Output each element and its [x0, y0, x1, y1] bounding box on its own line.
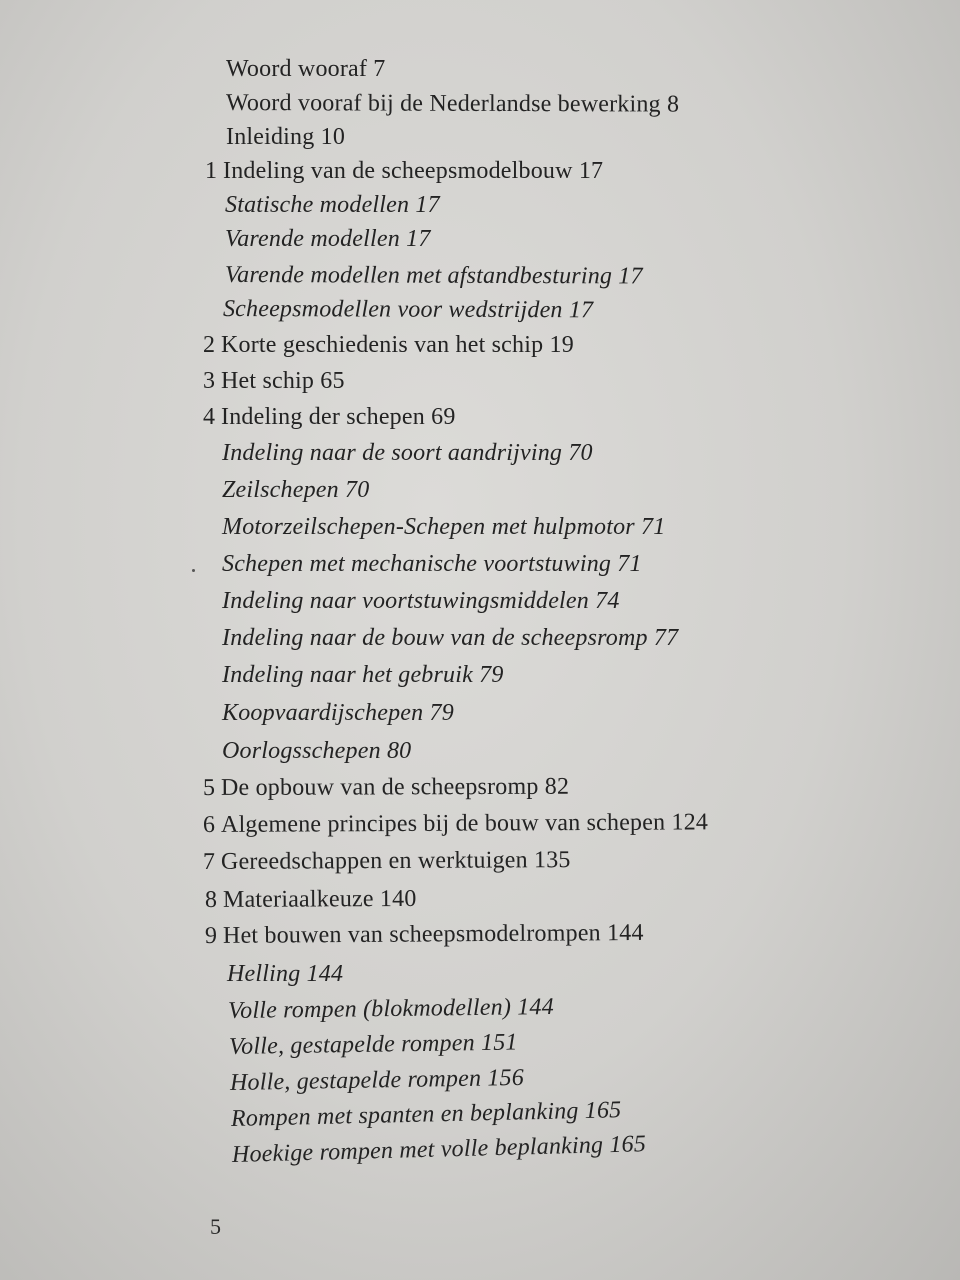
- entry-text: Indeling der schepen 69: [221, 404, 456, 430]
- entry-text: Indeling van de scheepsmodelbouw 17: [223, 158, 604, 184]
- entry-text: Indeling naar het gebruik 79: [222, 662, 504, 688]
- toc-entry: [223, 295, 593, 324]
- toc-chapter: [205, 919, 644, 950]
- toc-entry: [225, 225, 431, 253]
- chapter-number: 1: [205, 158, 218, 184]
- entry-text: Scheepsmodellen voor wedstrijden 17: [222, 296, 594, 324]
- toc-entry: [232, 1130, 647, 1169]
- ink-speck: [192, 569, 195, 572]
- entry-text: Koopvaardijschepen 79: [222, 700, 454, 726]
- entry-text: Inleiding 10: [226, 124, 346, 150]
- toc-chapter: [203, 773, 569, 802]
- entry-text: Materiaalkeuze 140: [222, 885, 417, 913]
- chapter-number: 7: [202, 848, 216, 875]
- chapter-number: 6: [202, 811, 216, 838]
- chapter-number: 8: [204, 886, 218, 913]
- entry-text: Zeilschepen 70: [222, 477, 370, 503]
- toc-entry: [222, 624, 678, 652]
- toc-chapter: [205, 157, 603, 185]
- toc-chapter: [203, 808, 708, 839]
- toc-entry: [222, 513, 665, 541]
- toc-chapter: [203, 331, 574, 359]
- toc-entry: [227, 960, 343, 988]
- page-number: 5: [210, 1214, 221, 1239]
- chapter-number: 9: [204, 922, 218, 949]
- toc-chapter: [203, 403, 456, 431]
- toc-chapter: [205, 885, 417, 914]
- toc-entry: [225, 261, 643, 290]
- toc-entry: [225, 191, 440, 219]
- toc-entry: [222, 439, 593, 467]
- entry-text: Rompen met spanten en beplanking 165: [230, 1097, 622, 1132]
- toc-entry: [226, 89, 679, 119]
- toc-entry: [228, 993, 554, 1025]
- toc-entry: [230, 1064, 524, 1097]
- entry-text: Gereedschappen en werktuigen 135: [220, 847, 571, 875]
- entry-text: Schepen met mechanische voortstuwing 71: [222, 551, 642, 577]
- entry-text: Woord wooraf 7: [226, 56, 386, 82]
- entry-text: Varende modellen 17: [225, 226, 431, 252]
- entry-text: Motorzeilschepen-Schepen met hulpmotor 71: [222, 514, 666, 540]
- entry-text: Volle, gestapelde rompen 151: [228, 1029, 518, 1060]
- toc-entry: [222, 587, 620, 615]
- entry-text: Hoekige rompen met volle beplanking 165: [231, 1131, 647, 1168]
- toc-entry: [222, 661, 504, 689]
- entry-text: Holle, gestapelde rompen 156: [229, 1064, 525, 1096]
- toc-entry: [229, 1028, 518, 1061]
- entry-text: De opbouw van de scheepsromp 82: [220, 773, 570, 801]
- entry-text: Korte geschiedenis van het schip 19: [221, 332, 574, 358]
- entry-text: Het schip 65: [221, 368, 345, 394]
- toc-entry: [222, 737, 411, 765]
- chapter-number: 4: [203, 404, 216, 430]
- chapter-number: 3: [203, 368, 216, 394]
- chapter-number: 5: [202, 774, 216, 801]
- entry-text: Varende modellen met afstandbesturing 17: [224, 262, 643, 290]
- entry-text: Oorlogsschepen 80: [222, 738, 412, 764]
- entry-text: Indeling naar voortstuwingsmiddelen 74: [222, 588, 620, 614]
- entry-text: Volle rompen (blokmodellen) 144: [227, 994, 555, 1024]
- toc-chapter: [203, 367, 345, 395]
- entry-text: Woord vooraf bij de Nederlandse bewerking 8: [225, 90, 680, 118]
- toc-entry: [231, 1096, 622, 1133]
- toc-entry: [226, 55, 386, 83]
- toc-entry: [222, 699, 454, 727]
- entry-text: Indeling naar de soort aandrijving 70: [222, 440, 593, 466]
- toc-entry: [222, 550, 642, 578]
- entry-text: Het bouwen van scheepsmodelrompen 144: [222, 919, 644, 949]
- entry-text: Indeling naar de bouw van de scheepsromp 77: [222, 625, 679, 651]
- entry-text: Algemene principes bij de bouw van schepen 124: [220, 809, 709, 838]
- toc-chapter: [203, 846, 571, 876]
- toc-entry: [222, 476, 369, 504]
- toc-entry: [226, 123, 345, 151]
- entry-text: Helling 144: [227, 961, 344, 987]
- chapter-number: 2: [203, 332, 216, 358]
- entry-text: Statische modellen 17: [225, 192, 440, 218]
